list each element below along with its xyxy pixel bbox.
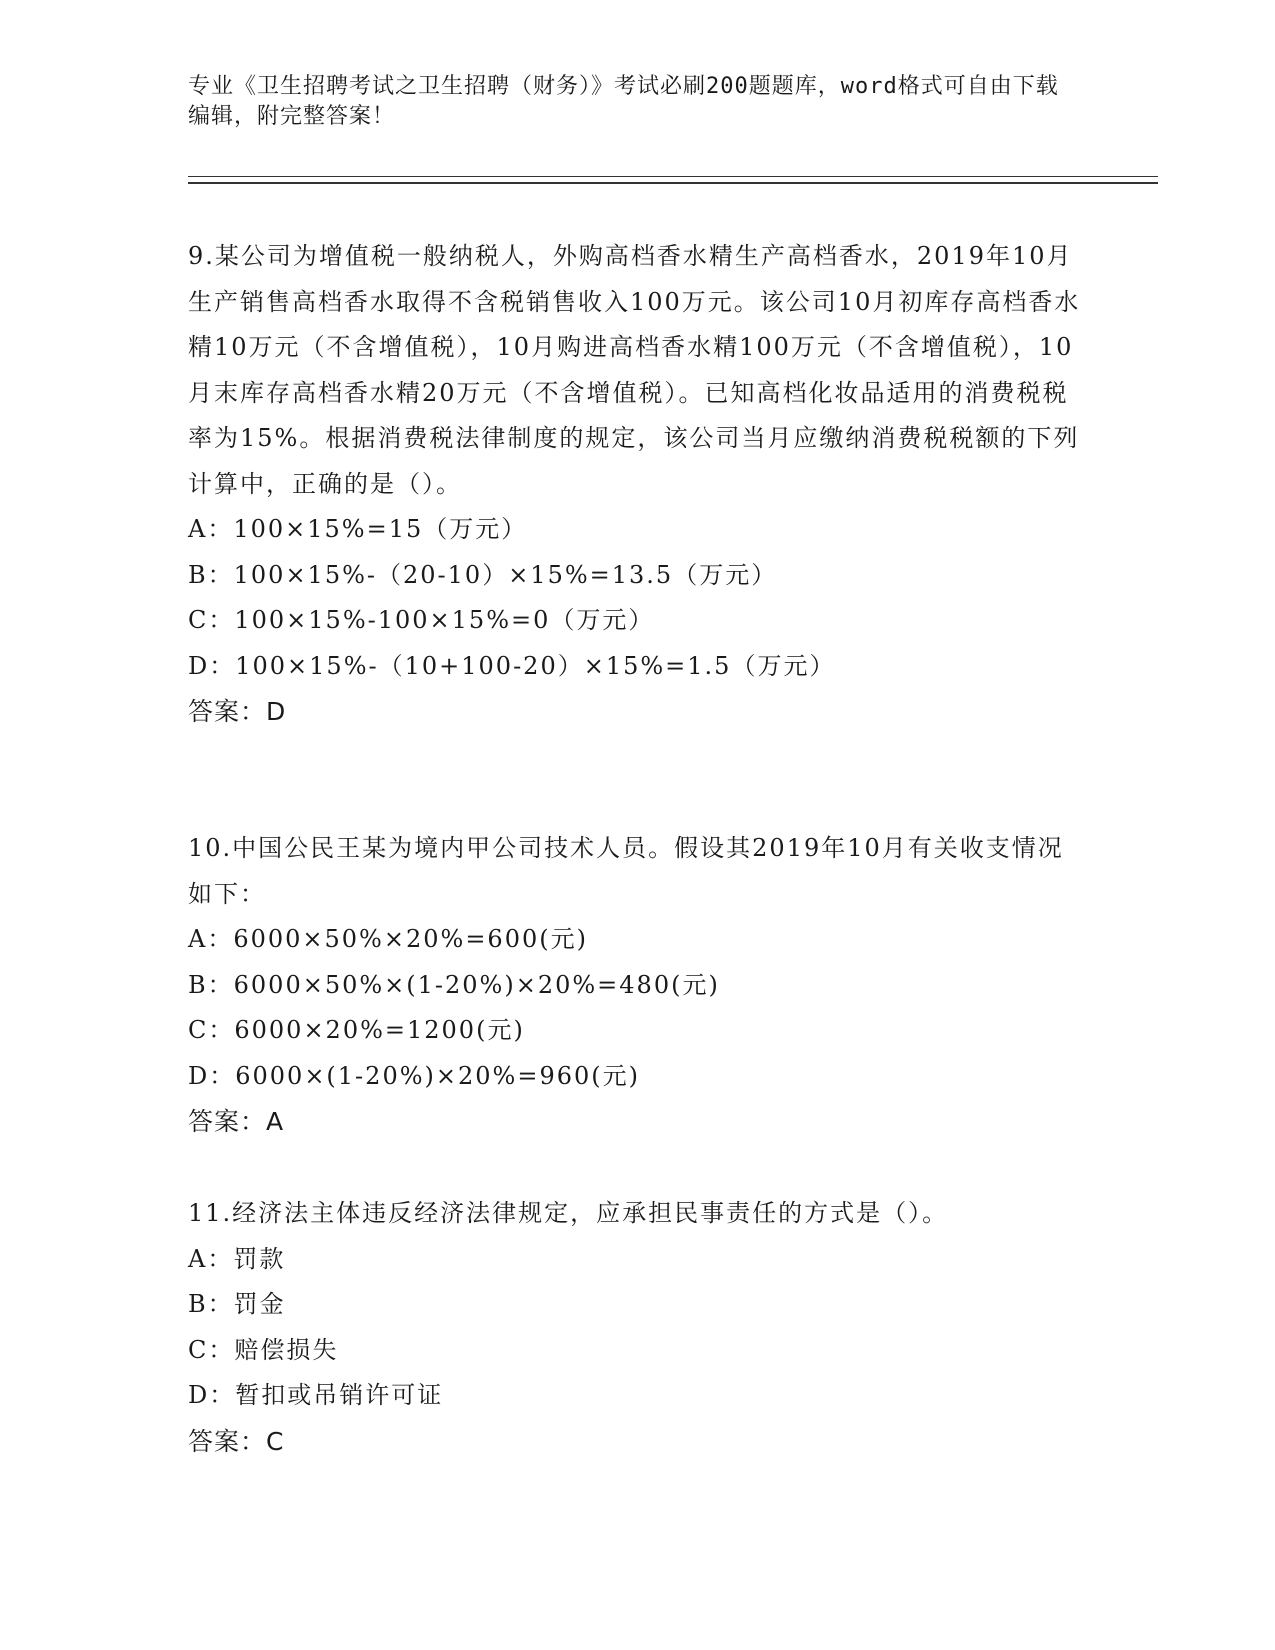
- option-d: D：100×15%-（10+100-20）×15%=1.5（万元）: [188, 651, 836, 680]
- option-b: B：罚金: [188, 1290, 286, 1318]
- answer-line: 答案：C: [188, 1426, 285, 1456]
- option-d: D：6000×(1-20%)×20%=960(元): [188, 1061, 640, 1090]
- header-divider-thin: [188, 176, 1158, 177]
- option-c: C：赔偿损失: [188, 1335, 339, 1364]
- option-a: A：6000×50%×20%=600(元): [188, 925, 588, 953]
- answer-line: 答案：D: [188, 697, 287, 726]
- question-stem: 10.中国公民王某为境内甲公司技术人员。假设其2019年10月有关收支情况如下：: [188, 834, 1064, 908]
- question-stem: 11.经济法主体违反经济法律规定，应承担民事责任的方式是（）。: [188, 1199, 949, 1227]
- option-b: B：6000×50%×(1-20%)×20%=480(元): [188, 970, 720, 999]
- option-c: C：6000×20%=1200(元): [188, 1016, 525, 1044]
- option-a: A：罚款: [188, 1244, 286, 1273]
- header-divider-thick: [188, 182, 1158, 184]
- option-a: A：100×15%=15（万元）: [188, 515, 528, 543]
- option-c: C：100×15%-100×15%=0（万元）: [188, 606, 655, 634]
- question-9: [188, 234, 1088, 735]
- answer-line: 答案：A: [188, 1107, 285, 1136]
- option-b: B：100×15%-（20-10）×15%=13.5（万元）: [188, 560, 778, 589]
- question-stem: 9.某公司为增值税一般纳税人，外购高档香水精生产高档香水，2019年10月生产销售高档香水取得不含税销售收入100万元。该公司10月初库存高档香水精10万元（不含增值税），10月购进高档香水精100万元（不含增值税），10月末库存高档香水精20万元（不含增值税）。已知高档化妆品适用的消费税税率为15%。根据消费税法律制度的规定，该公司当月应缴纳消费税税额的下列计算中，正确的是（）。: [188, 242, 1081, 498]
- document-header: 专业《卫生招聘考试之卫生招聘（财务）》考试必刷200题题库，word格式可自由下载编辑，附完整答案！: [188, 74, 1059, 129]
- option-d: D：暂扣或吊销许可证: [188, 1381, 444, 1409]
- question-10: [188, 826, 1088, 1145]
- question-11: [188, 1191, 1088, 1465]
